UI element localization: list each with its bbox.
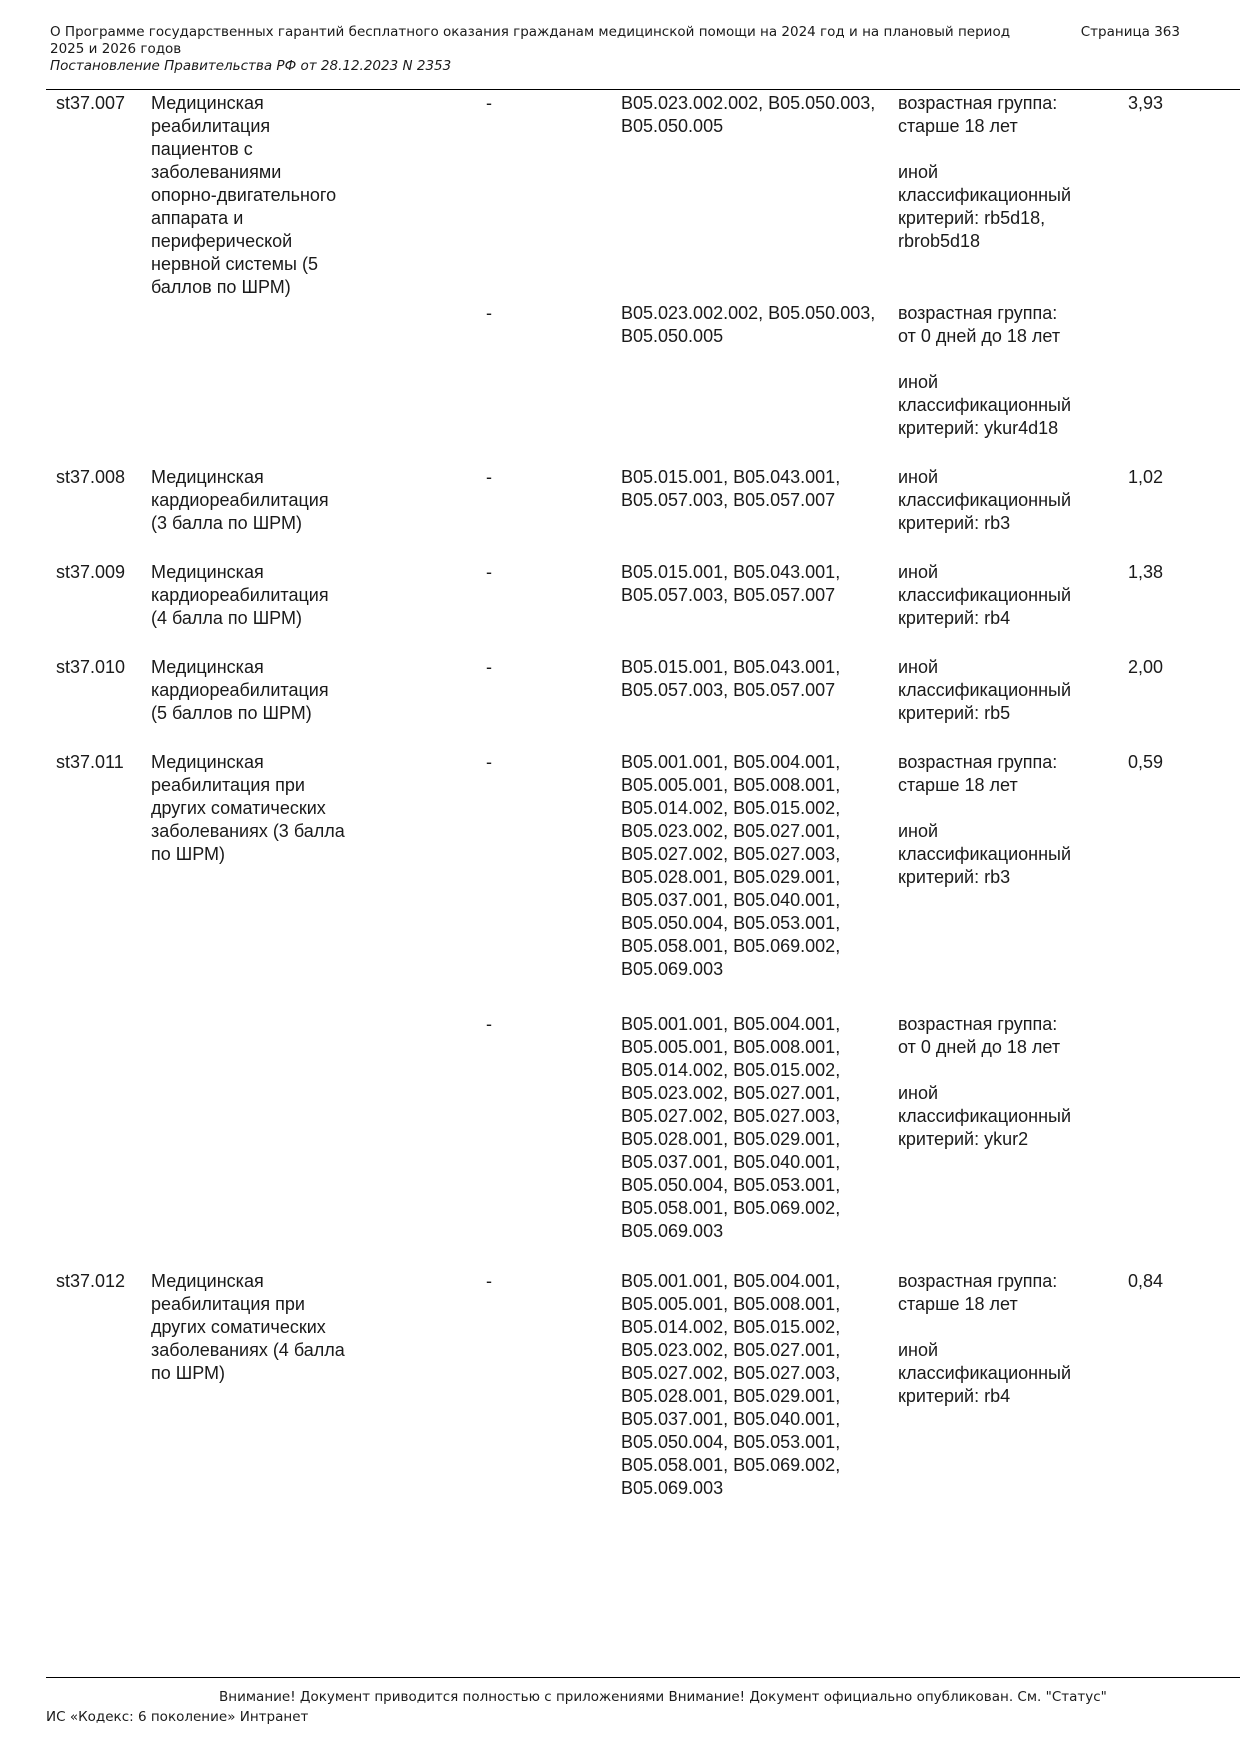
row-services: B05.015.001, B05.043.001, B05.057.003, B05.057.007 xyxy=(621,562,841,605)
row-criteria: иной классификационный критерий: rb5 xyxy=(898,657,1072,723)
row-dash: - xyxy=(486,1271,492,1291)
row-services: B05.001.001, B05.004.001, B05.005.001, B05.008.001, B05.014.002, B05.015.002, B05.023.002, B05.027.001, B05.027.002, B05.027.003, B05.028.001, B05.029.001, B05.037.001, B05.040.001, B05.050.004, B05.053.001, B05.058.001, B05.069.002, B05.069.003 xyxy=(621,1271,841,1498)
row-criteria: иной классификационный критерий: rb3 xyxy=(898,467,1072,533)
row-services: B05.001.001, B05.004.001, B05.005.001, B05.008.001, B05.014.002, B05.015.002, B05.023.002, B05.027.001, B05.027.002, B05.027.003, B05.028.001, B05.029.001, B05.037.001, B05.040.001, B05.050.004, B05.053.001, B05.058.001, B05.069.002, B05.069.003 xyxy=(621,752,841,979)
row-criteria: иной классификационный критерий: rb4 xyxy=(898,562,1072,628)
row-services: B05.023.002.002, B05.050.003, B05.050.005 xyxy=(621,93,876,136)
header-divider xyxy=(46,89,1240,90)
row-criteria: возрастная группа: старше 18 лет иной классификационный критерий: rb3 xyxy=(898,752,1072,887)
row-dash: - xyxy=(486,562,492,582)
row-code: st37.010 xyxy=(56,657,126,677)
row-dash: - xyxy=(486,752,492,772)
row-criteria: возрастная группа: старше 18 лет иной классификационный критерий: rb5d18, rbrob5d18 xyxy=(898,93,1072,251)
row-coefficient: 3,93 xyxy=(1128,93,1164,113)
row-coefficient: 1,02 xyxy=(1128,467,1164,487)
row-services: B05.015.001, B05.043.001, B05.057.003, B05.057.007 xyxy=(621,657,841,700)
footer-system: ИС «Кодекс: 6 поколение» Интранет xyxy=(46,1709,309,1725)
row-code: st37.011 xyxy=(56,752,124,772)
page-number: Страница 363 xyxy=(1080,24,1180,40)
row-dash: - xyxy=(486,93,492,113)
row-name: Медицинская кардиореабилитация (5 баллов по ШРМ) xyxy=(151,657,329,723)
row-name: Медицинская кардиореабилитация (3 балла по ШРМ) xyxy=(151,467,329,533)
row-coefficient: 0,84 xyxy=(1128,1271,1164,1291)
row-coefficient: 1,38 xyxy=(1128,562,1164,582)
row-dash: - xyxy=(486,657,492,677)
row-coefficient: 2,00 xyxy=(1128,657,1164,677)
row-services: B05.023.002.002, B05.050.003, B05.050.005 xyxy=(621,303,876,346)
row-code: st37.008 xyxy=(56,467,126,487)
row-coefficient: 0,59 xyxy=(1128,752,1164,772)
row-code: st37.007 xyxy=(56,93,126,113)
row-services: B05.015.001, B05.043.001, B05.057.003, B05.057.007 xyxy=(621,467,841,510)
row-name: Медицинская кардиореабилитация (4 балла по ШРМ) xyxy=(151,562,329,628)
row-dash: - xyxy=(486,303,492,323)
row-criteria: возрастная группа: старше 18 лет иной классификационный критерий: rb4 xyxy=(898,1271,1072,1406)
footer-notice: Внимание! Документ приводится полностью с приложениями Внимание! Документ официально опубликован. См. "Статус" xyxy=(219,1689,1107,1705)
footer-divider xyxy=(46,1677,1240,1678)
row-name: Медицинская реабилитация при других соматических заболеваниях (3 балла по ШРМ) xyxy=(151,752,345,864)
page-header xyxy=(50,24,1180,75)
row-name: Медицинская реабилитация при других соматических заболеваниях (4 балла по ШРМ) xyxy=(151,1271,345,1383)
row-services: B05.001.001, B05.004.001, B05.005.001, B05.008.001, B05.014.002, B05.015.002, B05.023.002, B05.027.001, B05.027.002, B05.027.003, B05.028.001, B05.029.001, B05.037.001, B05.040.001, B05.050.004, B05.053.001, B05.058.001, B05.069.002, B05.069.003 xyxy=(621,1014,841,1241)
row-code: st37.012 xyxy=(56,1271,126,1291)
row-name: Медицинская реабилитация пациентов с заболеваниями опорно-двигательного аппарата и периферической нервной системы (5 баллов по ШРМ) xyxy=(151,93,337,297)
row-criteria: возрастная группа: от 0 дней до 18 лет иной классификационный критерий: ykur2 xyxy=(898,1014,1072,1149)
row-dash: - xyxy=(486,1014,492,1034)
document-title: О Программе государственных гарантий бесплатного оказания гражданам медицинской помощи на 2024 год и на плановый период 2025 и 2026 годов xyxy=(50,24,1011,57)
row-criteria: возрастная группа: от 0 дней до 18 лет иной классификационный критерий: ykur4d18 xyxy=(898,303,1072,438)
row-code: st37.009 xyxy=(56,562,126,582)
row-dash: - xyxy=(486,467,492,487)
decree-reference: Постановление Правительства РФ от 28.12.2023 N 2353 xyxy=(50,58,452,74)
